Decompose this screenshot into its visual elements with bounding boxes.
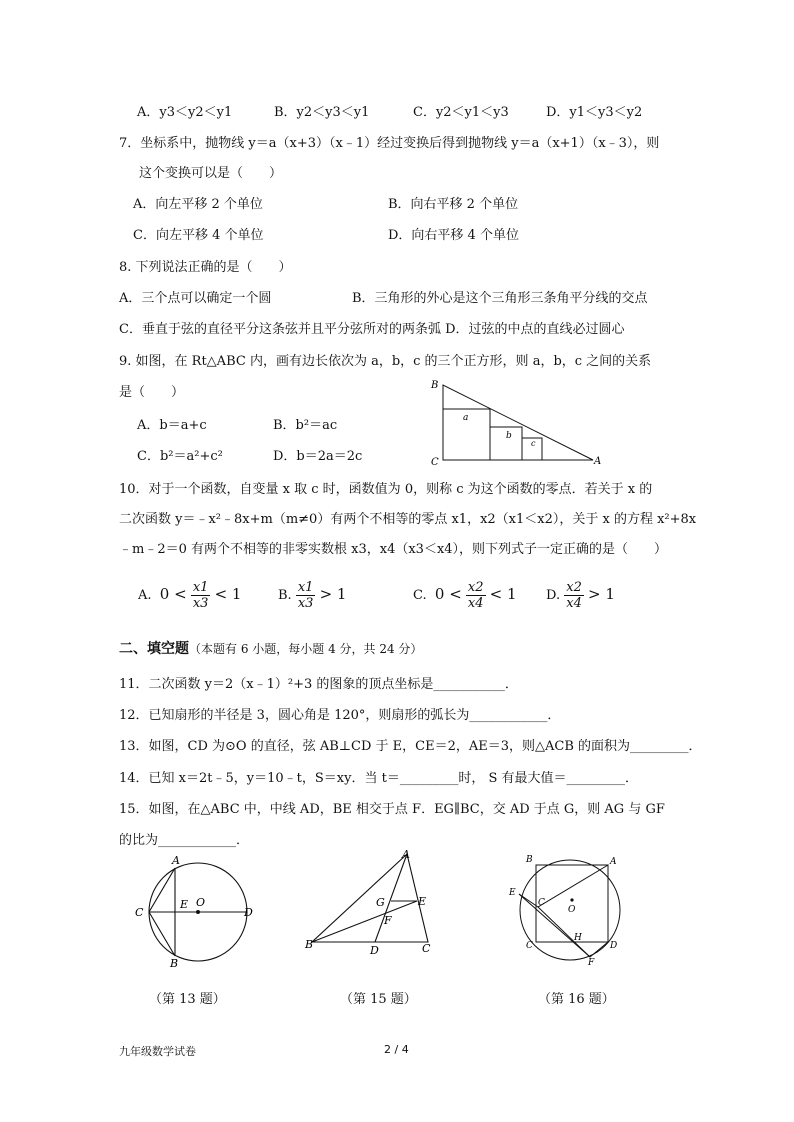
q10-option-c-num: x2: [467, 580, 484, 595]
q7-stem-line2: 这个变换可以是（ ）: [139, 166, 283, 181]
fig13-center-dot: [196, 910, 200, 914]
section2-title: 二、填空题: [119, 641, 189, 657]
section2-heading: [119, 640, 422, 659]
q8-option-a: A．三个点可以确定一个圆: [119, 291, 272, 306]
q6-option-a: A．y3＜y2＜y1: [137, 105, 233, 120]
fig13-label-d: D: [244, 906, 253, 919]
q7-option-c: C．向左平移 4 个单位: [133, 228, 264, 243]
fig13-label-c: C: [135, 906, 144, 919]
fig16-label-f: F: [588, 958, 595, 968]
q15-line2: 的比为____________．: [119, 833, 250, 848]
q7-option-b: B．向右平移 2 个单位: [388, 197, 519, 212]
q12: 12．已知扇形的半径是 3，圆心角是 120°，则扇形的弧长为____________．: [119, 708, 561, 723]
fig15-label-a: A: [402, 848, 410, 861]
q10-option-c-pre: 0 <: [434, 585, 462, 603]
fig13-label-a: A: [172, 854, 180, 867]
q8-option-cd: C．垂直于弦的直径平分这条弦并且平分弦所对的两条弧 D．过弦的中点的直线必过圆心: [119, 322, 625, 337]
q10-option-a-letter: A.: [138, 588, 152, 603]
fig16-label-b: B: [526, 855, 533, 865]
q7-option-a: A．向左平移 2 个单位: [133, 197, 263, 212]
q11: 11．二次函数 y＝2（x﹣1）²+3 的图象的顶点坐标是___________．: [119, 677, 518, 692]
q10-option-c-den: x4: [467, 596, 484, 611]
fig15-median-be: [312, 901, 417, 942]
fig15-label-b: B: [305, 938, 314, 951]
q9-label-b-vertex: B: [431, 380, 439, 391]
fig16-label-e: E: [509, 888, 516, 898]
q9-label-a: a: [463, 413, 469, 423]
q8-stem: 8. 下列说法正确的是（ ）: [119, 260, 292, 275]
q9-option-d: D．b＝2a＝2c: [273, 449, 363, 464]
fig13-label-o: O: [196, 896, 206, 909]
q10-option-b-post: > 1: [319, 585, 347, 603]
q9-stem-line1: 9. 如图，在 Rt△ABC 内，画有边长依次为 a，b，c 的三个正方形，则 a，b，c 之间的关系: [119, 354, 652, 369]
q10-option-b-letter: B.: [278, 588, 292, 603]
q10-option-c-post: < 1: [489, 585, 517, 603]
q10-stem-line2: 二次函数 y＝﹣x²﹣8x+m（m≠0）有两个不相等的零点 x1，x2（x1＜x2），关于 x 的方程 x²+8x: [119, 512, 697, 527]
q14: 14．已知 x＝2t﹣5，y＝10﹣t，S＝xy．当 t＝_________时， S 有最大值＝_________．: [119, 771, 638, 786]
footer-title: 九年级数学试卷: [119, 1045, 196, 1058]
fig15-caption: （第 15 题）: [340, 992, 417, 1007]
fig15-triangle: [312, 854, 428, 942]
fig16: [504, 850, 634, 970]
q10-option-d-num: x2: [566, 580, 582, 595]
q10-stem-line3: ﹣m﹣2＝0 有两个不相等的非零实数根 x3，x4（x3＜x4），则下列式子一定正确的是（ ）: [119, 542, 668, 557]
q10-option-b-num: x1: [297, 580, 314, 595]
q7-stem-line1: 7．坐标系中，抛物线 y＝a（x+3）（x﹣1）经过变换后得到抛物线 y＝a（x+1）（x﹣3），则: [119, 136, 660, 151]
q8-option-b: B．三角形的外心是这个三角形三条角平分线的交点: [352, 291, 648, 306]
fig15-label-c: C: [422, 942, 431, 955]
fig16-caption: （第 16 题）: [538, 992, 615, 1007]
fig13-label-e: E: [180, 898, 189, 911]
fig16-label-c-upper: C: [538, 898, 545, 908]
fig15-label-f: F: [384, 914, 392, 927]
fig16-label-h: H: [574, 933, 582, 943]
q13: 13．如图，CD 为⊙O 的直径，弦 AB⊥CD 于 E，CE＝2，AE＝3，则△ACB 的面积为_________．: [119, 739, 702, 754]
q15-line1: 15．如图，在△ABC 中，中线 AD，BE 相交于点 F．EG∥BC，交 AD 于点 G，则 AG 与 GF: [119, 802, 665, 817]
q9-label-b: b: [506, 431, 512, 441]
fig13-line-cb: [149, 912, 175, 956]
fig16-label-d: D: [610, 941, 618, 951]
fig16-label-a: A: [610, 857, 617, 867]
fig16-square: [536, 865, 608, 942]
q9-option-c: C．b²＝a²+c²: [137, 449, 223, 464]
footer-page-number: 2 / 4: [384, 1043, 409, 1056]
fig15-label-e: E: [418, 895, 427, 908]
q9-option-a: A．b＝a+c: [137, 418, 207, 433]
q7-option-d: D．向右平移 4 个单位: [388, 228, 519, 243]
q10-option-a-num: x1: [192, 580, 209, 595]
q10-option-a-post: < 1: [214, 585, 242, 603]
q10-option-d: [546, 576, 615, 614]
q9-stem-line2: 是（ ）: [119, 385, 185, 400]
fig13-line-ca: [149, 868, 175, 912]
fig15-label-d: D: [370, 944, 379, 957]
q6-option-b: B．y2＜y3＜y1: [274, 105, 370, 120]
fig16-center-dot: [570, 898, 573, 901]
section2-note: （本题有 6 小题，每小题 4 分，共 24 分）: [189, 642, 423, 656]
q10-option-d-post: > 1: [587, 585, 615, 603]
q9-label-c-vertex: C: [431, 457, 439, 468]
fig13: [132, 850, 262, 970]
q10-option-c-letter: C.: [413, 588, 427, 603]
q10-option-a: [138, 576, 241, 614]
q10-option-a-den: x3: [192, 596, 209, 611]
q9-label-a-vertex: A: [594, 456, 602, 467]
q10-option-d-den: x4: [566, 596, 582, 611]
fig15-label-g: G: [376, 896, 385, 909]
fig15: [302, 848, 442, 958]
fig13-caption: （第 13 题）: [149, 992, 226, 1007]
q10-option-a-pre: 0 <: [159, 585, 187, 603]
q9-figure: [428, 376, 608, 468]
q9-label-c: c: [531, 439, 536, 448]
fig13-label-b: B: [170, 957, 179, 970]
q6-option-c: C．y2＜y1＜y3: [413, 105, 509, 120]
fig16-label-o: O: [568, 905, 576, 915]
q10-option-b: [278, 576, 346, 614]
q10-option-d-letter: D.: [546, 588, 561, 603]
q6-option-d: D．y1＜y3＜y2: [546, 105, 643, 120]
fig16-label-c-lower: C: [526, 941, 533, 951]
q10-option-b-den: x3: [297, 596, 314, 611]
q10-option-c: [413, 576, 517, 614]
q10-stem-line1: 10．对于一个函数，自变量 x 取 c 时，函数值为 0，则称 c 为这个函数的零点．若关于 x 的: [119, 482, 653, 497]
q9-option-b: B．b²＝ac: [273, 418, 338, 433]
